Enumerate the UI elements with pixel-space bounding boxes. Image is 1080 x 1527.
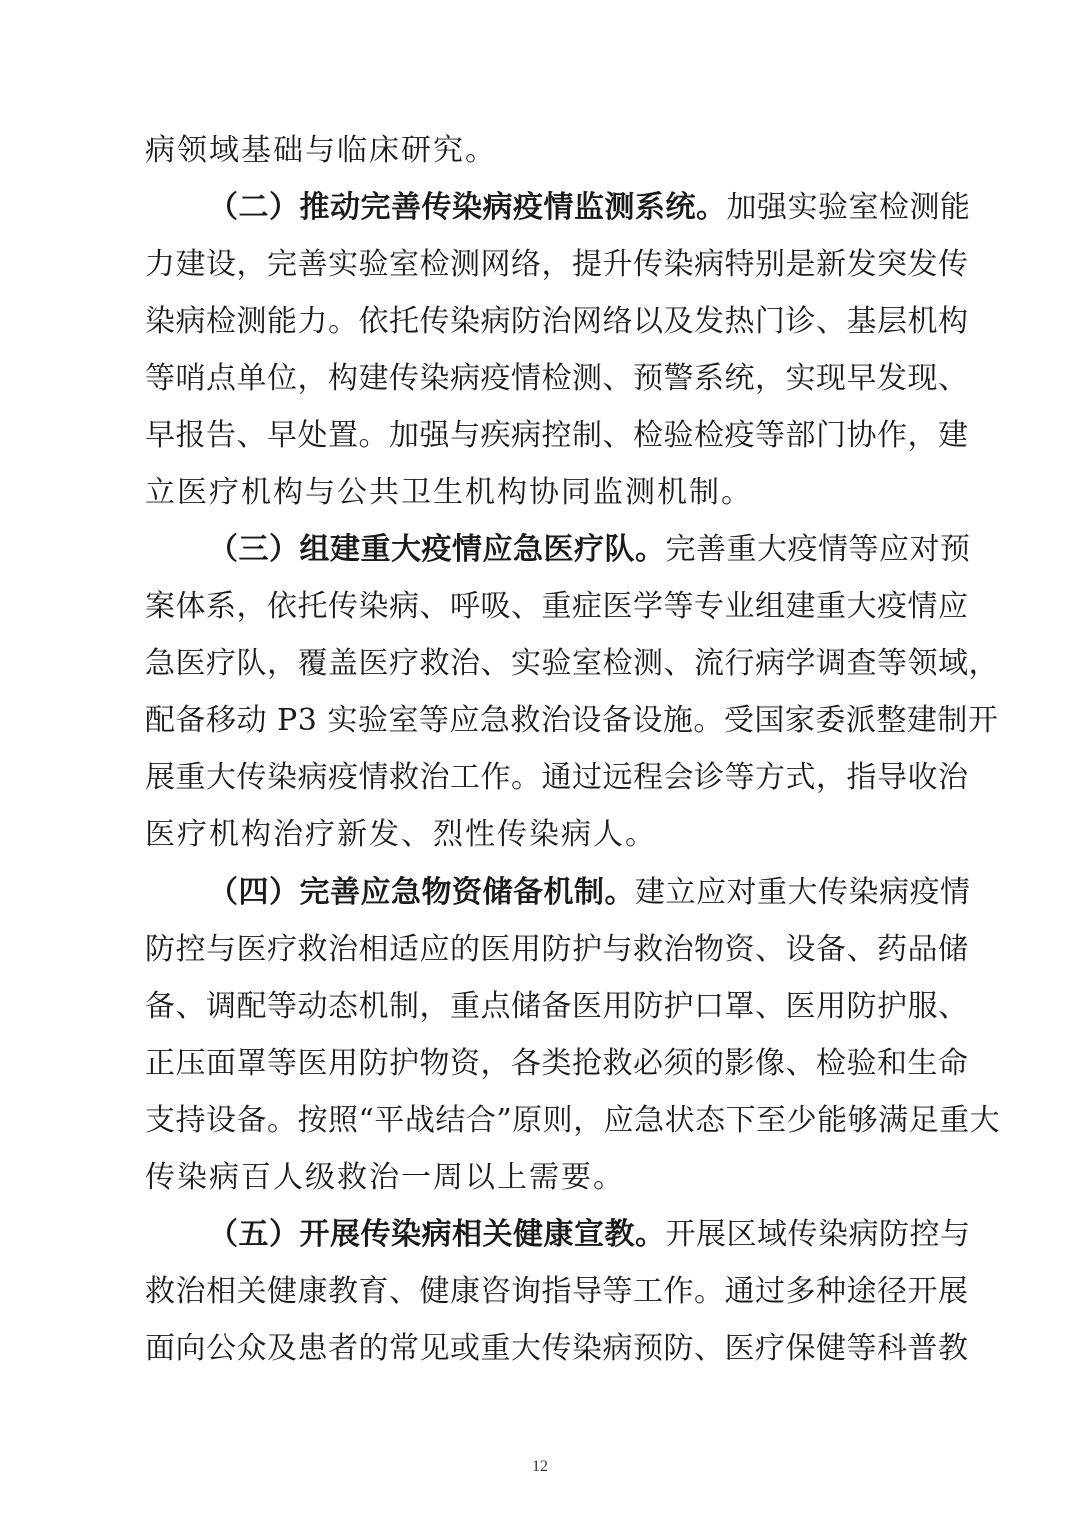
section-heading: （五）开展传染病相关健康宣教。 [208,1217,666,1252]
line-text: 正压面罩等医用防护物资，各类抢救必须的影像、检验和生命 [145,1046,969,1081]
text-line [145,1094,1001,1148]
text-line [145,808,940,862]
line-text: 案体系，依托传染病、呼吸、重症医学等专业组建重大疫情应 [145,589,969,624]
section-heading: （三）组建重大疫情应急医疗队。 [208,532,666,567]
text-line [145,923,969,977]
text-line [145,1322,969,1376]
line-text: 开展区域传染病防控与 [665,1217,971,1252]
text-line [208,181,971,235]
text-line [145,751,969,805]
text-line [145,238,969,292]
text-line [145,637,999,691]
line-text: 支持设备。按照“平战结合”原则，应急状态下至少能够满足重大 [145,1103,1001,1138]
line-text: 救治相关健康教育、健康咨询指导等工作。通过多种途径开展 [145,1274,969,1309]
line-text: 等哨点单位，构建传染病疫情检测、预警系统，实现早发现、 [145,361,969,396]
line-text: 加强实验室检测能 [726,190,971,225]
text-line [145,409,969,463]
line-text: 展重大传染病疫情救治工作。通过远程会诊等方式，指导收治 [145,760,969,795]
text-line [145,124,940,178]
text-line [145,980,969,1034]
line-text: 急医疗队，覆盖医疗救治、实验室检测、流行病学调查等领域， [145,646,999,681]
line-text: 力建设，完善实验室检测网络，提升传染病特别是新发突发传 [145,247,969,282]
line-text: 病领域基础与临床研究。 [145,133,497,168]
line-text: 早报告、早处置。加强与疾病控制、检验检疫等部门协作，建 [145,418,969,453]
text-line [208,866,971,920]
text-line [145,1037,969,1091]
line-text: 配备移动 P3 实验室等应急救治设备设施。受国家委派整建制开 [145,703,999,738]
text-line [145,580,969,634]
text-line [145,295,969,349]
text-line [145,1151,940,1205]
text-line [145,694,999,748]
line-text: 面向公众及患者的常见或重大传染病预防、医疗保健等科普教 [145,1331,969,1366]
line-text: 建立应对重大传染病疫情 [635,875,971,910]
line-text: 完善重大疫情等应对预 [665,532,971,567]
section-heading: （四）完善应急物资储备机制。 [208,875,635,910]
text-line [145,352,969,406]
text-line [145,466,940,520]
text-line [208,1208,971,1262]
page-number: 12 [532,1458,548,1475]
section-heading: （二）推动完善传染病疫情监测系统。 [208,190,727,225]
line-text: 立医疗机构与公共卫生机构协同监测机制。 [145,475,753,510]
line-text: 染病检测能力。依托传染病防治网络以及发热门诊、基层机构 [145,304,969,339]
text-line [145,1265,969,1319]
text-line [208,523,971,577]
line-text: 医疗机构治疗新发、烈性传染病人。 [145,817,657,852]
line-text: 防控与医疗救治相适应的医用防护与救治物资、设备、药品储 [145,932,969,967]
line-text: 传染病百人级救治一周以上需要。 [145,1160,625,1195]
line-text: 备、调配等动态机制，重点储备医用防护口罩、医用防护服、 [145,989,969,1024]
